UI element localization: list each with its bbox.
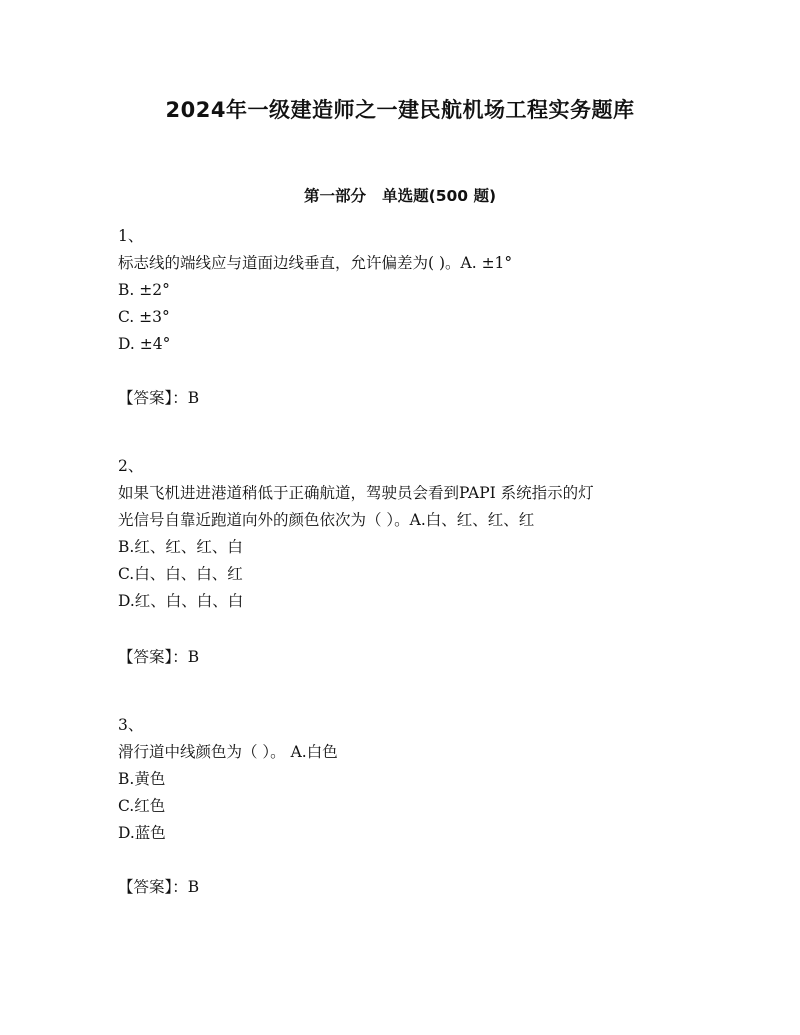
question-stem: 滑行道中线颜色为（ ）。 A.白色: [118, 743, 338, 761]
question-block: [118, 712, 708, 847]
document-title: 2024年一级建造师之一建民航机场工程实务题库: [165, 98, 635, 122]
option-b: B. ±2°: [118, 281, 170, 299]
option-c: C.红色: [118, 797, 166, 815]
option-d: D.红、白、白、白: [118, 592, 244, 610]
option-c: C.白、白、白、红: [118, 565, 243, 583]
question-block: [118, 223, 708, 358]
option-d: D.蓝色: [118, 824, 166, 842]
question-number: 3、: [118, 716, 144, 734]
question-stem-continued: 光信号自靠近跑道向外的颜色依次为（ ）。A.白、红、红、红: [118, 511, 535, 529]
option-c: C. ±3°: [118, 308, 170, 326]
answer-line: 【答案】：B: [118, 878, 200, 896]
option-d: D. ±4°: [118, 335, 171, 353]
question-number: 1、: [118, 227, 144, 245]
question-stem: 标志线的端线应与道面边线垂直，允许偏差为( )。A. ±1°: [118, 254, 513, 272]
option-b: B.红、红、红、白: [118, 538, 243, 556]
question-number: 2、: [118, 457, 144, 475]
section-heading: 第一部分 单选题(500 题): [303, 187, 497, 205]
answer-line: 【答案】：B: [118, 648, 200, 666]
question-stem: 如果飞机进进港道稍低于正确航道，驾驶员会看到PAPI 系统指示的灯: [118, 484, 594, 502]
option-b: B.黄色: [118, 770, 166, 788]
answer-line: 【答案】：B: [118, 389, 200, 407]
question-block: [118, 453, 708, 615]
